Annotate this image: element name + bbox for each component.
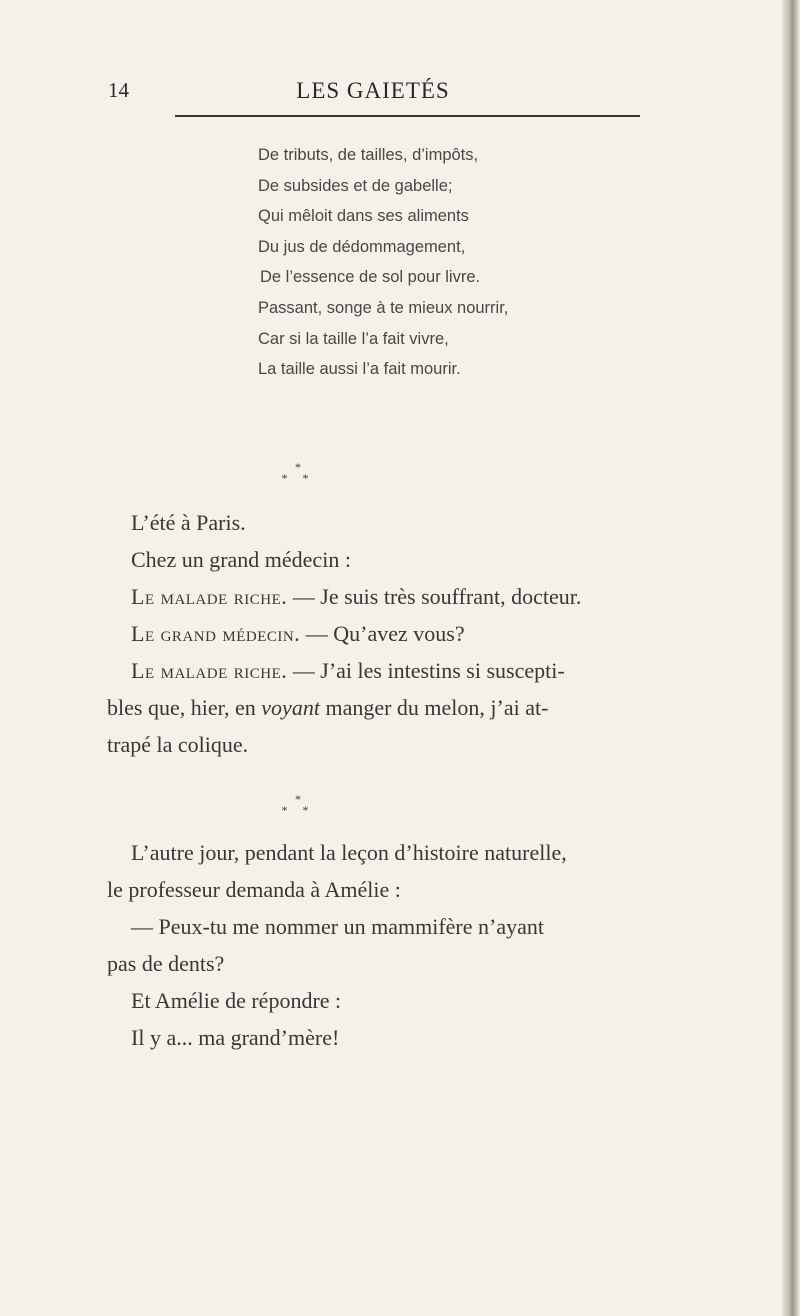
asterism-bottom: * *: [281, 803, 315, 817]
paragraph: Il y a... ma grand’mère!: [131, 1025, 340, 1050]
poem-line: Passant, songe à te mieux nourrir,: [258, 298, 509, 317]
asterism-separator: [278, 462, 318, 484]
running-title: LES GAIETÉS: [296, 78, 450, 103]
poem-stanza: [258, 140, 678, 385]
italic-word: voyant: [261, 695, 320, 720]
speaker-name: Le malade riche.: [131, 584, 288, 609]
dialogue-text: — Qu’avez vous?: [300, 621, 465, 646]
poem-line: De tributs, de tailles, d’impôts,: [258, 146, 479, 164]
paragraph: Chez un grand médecin :: [131, 547, 351, 572]
anecdote-natural-history: [107, 834, 687, 1056]
asterism-separator: [278, 794, 318, 816]
asterism-top: *: [295, 460, 301, 474]
poem-line: De l’essence de sol pour livre.: [260, 268, 481, 287]
dialogue-line: [131, 615, 711, 652]
dialogue-line: — Peux-tu me nommer un mammifère n’ayant: [131, 914, 544, 939]
anecdote-summer-paris: [107, 504, 711, 763]
running-header: [108, 78, 638, 112]
poem-line: Qui mêloit dans ses aliments: [258, 207, 469, 226]
poem-line: Car si la taille l’a fait vivre,: [258, 329, 449, 348]
dialogue-line: [131, 578, 711, 615]
poem-line: Du jus de dédommagement,: [258, 237, 466, 256]
paragraph: L’autre jour, pendant la leçon d’histoire naturelle,: [131, 840, 567, 865]
page-number: 14: [108, 78, 129, 102]
page-edge: [782, 0, 800, 1316]
dialogue-text: — J’ai les intestins si suscepti-: [287, 658, 565, 683]
dialogue-text: — Je suis très souffrant, docteur.: [287, 584, 582, 609]
dialogue-continuation: trapé la colique.: [107, 732, 249, 757]
asterism-top: *: [295, 792, 301, 806]
poem-line: De subsides et de gabelle;: [258, 176, 453, 195]
header-rule: [175, 115, 640, 117]
paragraph: Et Amélie de répondre :: [131, 988, 342, 1013]
section-title: L’été à Paris.: [131, 510, 246, 535]
poem-line: La taille aussi l’a fait mourir.: [258, 360, 461, 379]
paragraph: le professeur demanda à Amélie :: [107, 877, 401, 902]
speaker-name: Le malade riche.: [131, 658, 288, 683]
dialogue-continuation: bles que, hier, en voyant manger du melon, j’ai at-: [107, 695, 549, 720]
asterism-bottom: * *: [281, 471, 315, 485]
paragraph: pas de dents?: [107, 951, 225, 976]
dialogue-line: [131, 652, 711, 689]
speaker-name: Le grand médecin.: [131, 621, 301, 646]
